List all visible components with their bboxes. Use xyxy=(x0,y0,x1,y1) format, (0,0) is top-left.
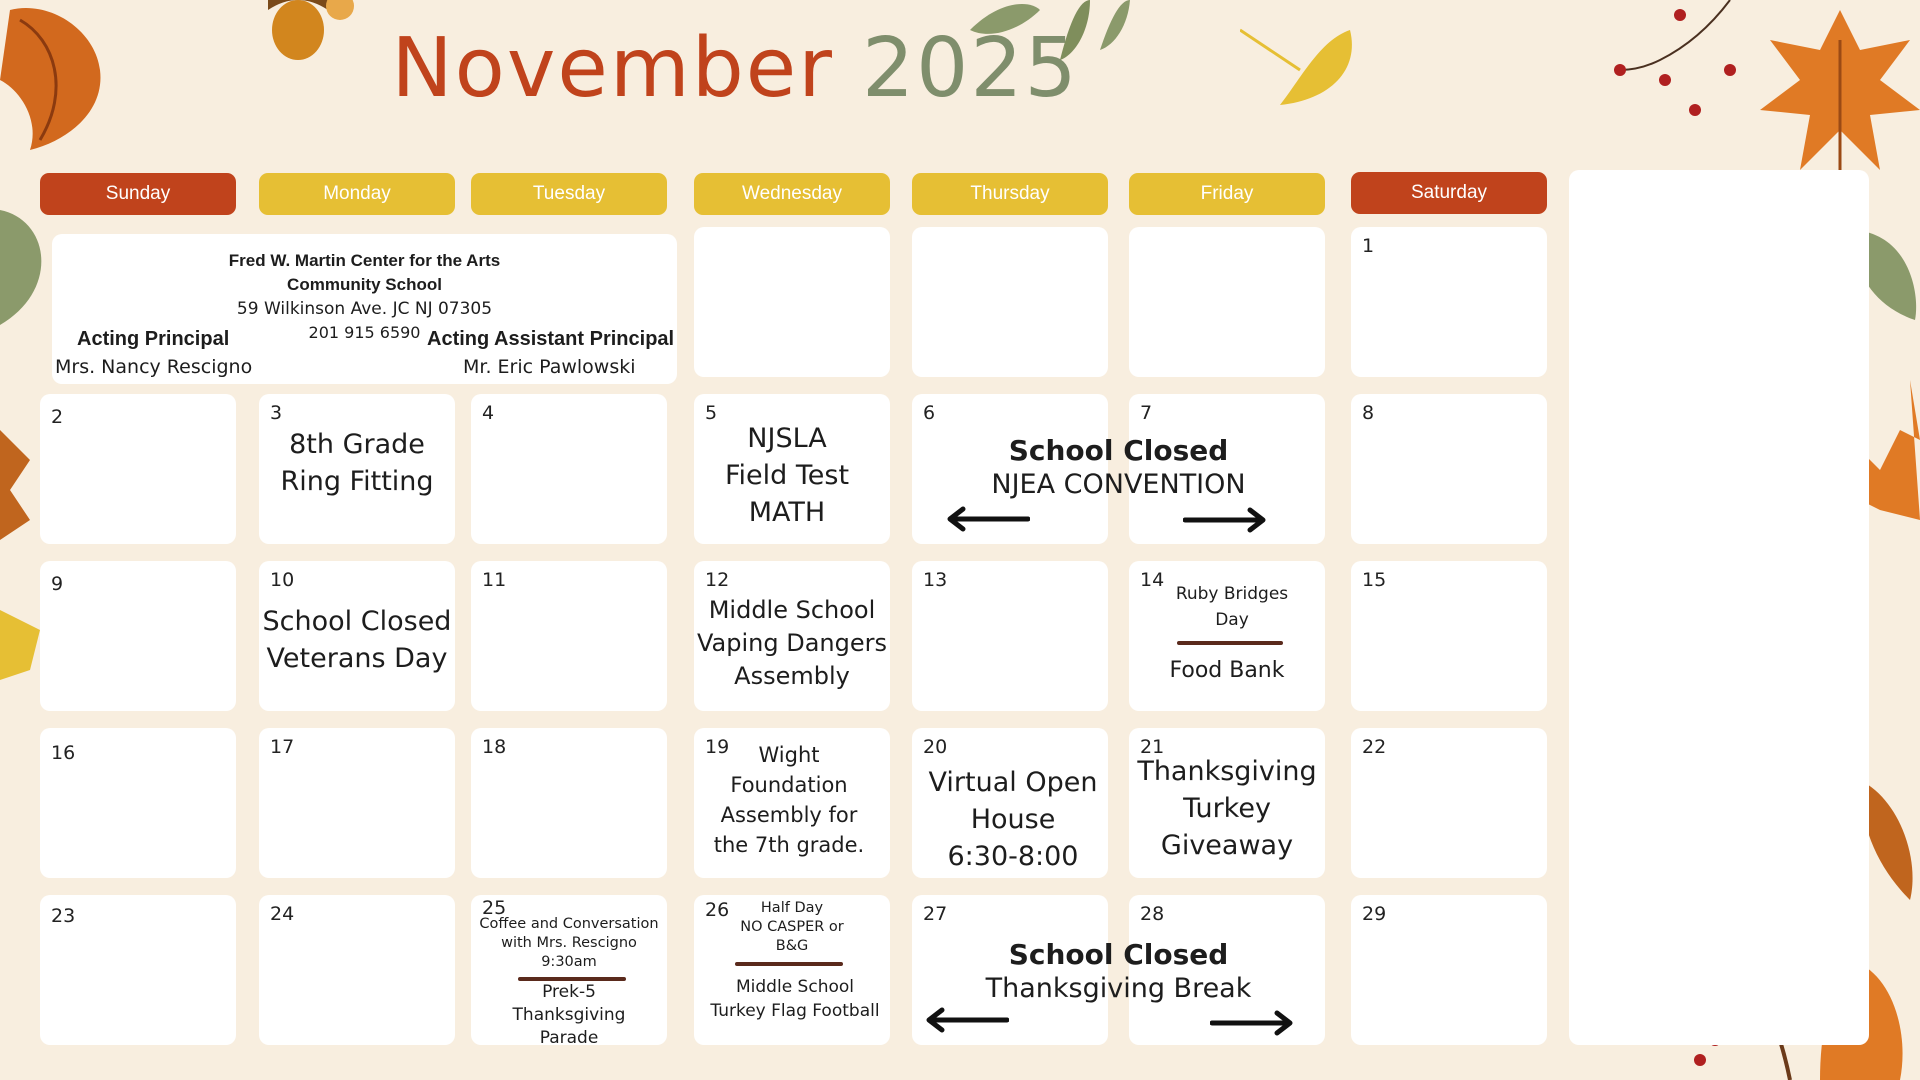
header-tuesday: Tuesday xyxy=(471,173,667,215)
assistant-principal-name: Mr. Eric Pawlowski xyxy=(463,356,636,378)
event-turkey-flag-football xyxy=(700,975,890,1023)
day-number: 27 xyxy=(923,903,948,925)
calendar-title xyxy=(0,21,1470,116)
arrow-right-icon xyxy=(1183,506,1268,534)
day-number: 22 xyxy=(1362,736,1387,758)
event-title: School Closed xyxy=(1008,434,1229,467)
event-line: 8th Grade xyxy=(289,429,425,460)
school-name-line1: Fred W. Martin Center for the Arts xyxy=(228,251,501,270)
calendar-cell-empty xyxy=(694,227,890,377)
event-line: NJSLA xyxy=(747,423,827,454)
event-line: Coffee and Conversation xyxy=(479,916,659,932)
day-number: 24 xyxy=(270,903,295,925)
event-line: Virtual Open xyxy=(928,767,1098,798)
event-njsla-field-test xyxy=(684,420,890,531)
event-line: with Mrs. Rescigno xyxy=(501,935,637,951)
header-saturday: Saturday xyxy=(1351,172,1547,214)
event-line: MATH xyxy=(748,497,826,528)
day-number: 23 xyxy=(51,905,76,927)
title-year: 2025 xyxy=(861,21,1079,116)
school-phone: 201 915 6590 xyxy=(308,323,421,342)
header-friday: Friday xyxy=(1129,173,1325,215)
event-line: Day xyxy=(1215,610,1249,630)
header-monday: Monday xyxy=(259,173,455,215)
event-line: 9:30am xyxy=(541,954,597,970)
event-line: Veterans Day xyxy=(266,643,448,674)
day-number: 28 xyxy=(1140,903,1165,925)
calendar-cell-day-23 xyxy=(40,895,236,1045)
day-number: 21 xyxy=(1140,736,1165,758)
event-line: 6:30-8:00 xyxy=(947,841,1079,872)
day-number: 25 xyxy=(482,897,507,919)
calendar-cell-day-9 xyxy=(40,561,236,711)
calendar-cell-day-3 xyxy=(259,394,455,544)
event-thanksgiving-break xyxy=(912,938,1325,1004)
calendar-cell-day-8 xyxy=(1351,394,1547,544)
calendar-cell-day-24 xyxy=(259,895,455,1045)
event-line: Parade xyxy=(539,1028,599,1048)
header-thursday: Thursday xyxy=(912,173,1108,215)
event-ruby-bridges-day xyxy=(1139,581,1325,633)
day-number: 8 xyxy=(1362,402,1375,424)
calendar-cell-day-1 xyxy=(1351,227,1547,377)
calendar-cell-day-26 xyxy=(694,895,890,1045)
event-line: Giveaway xyxy=(1160,830,1294,861)
day-number: 19 xyxy=(705,736,730,758)
event-veterans-day xyxy=(259,603,455,677)
event-line: Thanksgiving xyxy=(512,1005,626,1025)
day-number: 26 xyxy=(705,899,730,921)
calendar-cell-day-21 xyxy=(1129,728,1325,878)
calendar-cell-day-4 xyxy=(471,394,667,544)
event-thanksgiving-parade xyxy=(471,981,667,1050)
event-line: Half Day xyxy=(760,900,824,916)
event-subtitle: Thanksgiving Break xyxy=(985,973,1252,1004)
event-line: the 7th grade. xyxy=(713,833,865,857)
event-half-day xyxy=(694,899,890,956)
notes-panel xyxy=(1569,170,1869,1045)
event-line: B&G xyxy=(775,938,809,954)
event-title: School Closed xyxy=(1008,938,1229,971)
principal-title: Acting Principal xyxy=(77,328,230,350)
event-turkey-giveaway xyxy=(1129,753,1325,864)
day-number: 14 xyxy=(1140,569,1165,591)
day-number: 7 xyxy=(1140,402,1153,424)
event-line: Thanksgiving xyxy=(1137,756,1317,787)
event-food-bank: Food Bank xyxy=(1169,658,1285,683)
principal-name: Mrs. Nancy Rescigno xyxy=(55,356,253,378)
day-number: 1 xyxy=(1362,235,1375,257)
school-name-line2: Community School xyxy=(287,275,442,294)
header-wednesday: Wednesday xyxy=(694,173,890,215)
arrow-left-icon xyxy=(945,505,1030,533)
calendar-cell-day-19 xyxy=(694,728,890,878)
calendar-cell-day-14 xyxy=(1129,561,1325,711)
day-number: 15 xyxy=(1362,569,1387,591)
school-address: 59 Wilkinson Ave. JC NJ 07305 xyxy=(236,299,493,319)
event-subtitle: NJEA CONVENTION xyxy=(991,469,1246,500)
calendar-cell-day-18 xyxy=(471,728,667,878)
day-number: 29 xyxy=(1362,903,1387,925)
event-line: House xyxy=(970,804,1056,835)
day-number: 2 xyxy=(51,406,64,428)
calendar-cell-day-11 xyxy=(471,561,667,711)
header-sunday: Sunday xyxy=(40,173,236,215)
calendar-cell-day-10 xyxy=(259,561,455,711)
event-wight-foundation-assembly xyxy=(688,740,890,860)
arrow-right-icon xyxy=(1210,1009,1295,1037)
school-info-box xyxy=(52,234,677,384)
calendar-cell-day-12 xyxy=(694,561,890,711)
calendar-cell-day-29 xyxy=(1351,895,1547,1045)
assistant-principal-title: Acting Assistant Principal xyxy=(427,328,675,350)
day-number: 10 xyxy=(270,569,295,591)
day-number: 9 xyxy=(51,573,64,595)
day-number: 12 xyxy=(705,569,730,591)
day-number: 13 xyxy=(923,569,948,591)
event-line: NO CASPER or xyxy=(740,919,844,935)
event-line: Ring Fitting xyxy=(280,466,434,497)
event-line: Middle School xyxy=(736,977,854,997)
event-line: Foundation xyxy=(730,773,848,797)
event-line: School Closed xyxy=(262,606,452,637)
calendar-cell-day-16 xyxy=(40,728,236,878)
event-ring-fitting xyxy=(259,426,455,500)
event-line: Ruby Bridges xyxy=(1175,584,1289,604)
day-number: 4 xyxy=(482,402,495,424)
event-njea-convention xyxy=(912,434,1325,500)
event-line: Assembly for xyxy=(720,803,858,827)
event-divider xyxy=(735,962,843,966)
title-month: November xyxy=(391,21,834,116)
day-number: 20 xyxy=(923,736,948,758)
calendar-cell-day-15 xyxy=(1351,561,1547,711)
event-line: Middle School xyxy=(708,596,876,624)
event-line: Wight xyxy=(758,743,820,767)
event-line: Assembly xyxy=(734,662,850,690)
calendar-cell-day-22 xyxy=(1351,728,1547,878)
day-number: 6 xyxy=(923,402,936,424)
event-vaping-assembly xyxy=(694,594,890,693)
event-virtual-open-house xyxy=(918,764,1108,875)
maple-leaf-icon xyxy=(0,430,30,540)
calendar-cell-day-5 xyxy=(694,394,890,544)
event-line: Field Test xyxy=(724,460,850,491)
event-line: Prek-5 xyxy=(542,982,596,1002)
calendar-cell-day-2 xyxy=(40,394,236,544)
calendar-cell-day-13 xyxy=(912,561,1108,711)
event-line: Vaping Dangers xyxy=(696,629,887,657)
day-number: 16 xyxy=(51,742,76,764)
day-number: 5 xyxy=(705,402,718,424)
maple-leaf-icon xyxy=(0,610,40,680)
green-leaf-icon xyxy=(0,200,60,330)
calendar-cell-empty xyxy=(912,227,1108,377)
calendar-cell-day-20 xyxy=(912,728,1108,878)
event-line: Turkey xyxy=(1183,793,1271,824)
event-coffee-conversation xyxy=(471,915,667,972)
event-divider xyxy=(1177,641,1283,645)
calendar-cell-day-25 xyxy=(471,895,667,1048)
calendar-cell-day-17 xyxy=(259,728,455,878)
day-number: 3 xyxy=(270,402,283,424)
event-line: Turkey Flag Football xyxy=(710,1001,880,1021)
calendar-cell-empty xyxy=(1129,227,1325,377)
day-number: 18 xyxy=(482,736,507,758)
day-number: 17 xyxy=(270,736,295,758)
day-number: 11 xyxy=(482,569,507,591)
arrow-left-icon xyxy=(924,1006,1009,1034)
berry-branch-icon xyxy=(1600,0,1750,120)
